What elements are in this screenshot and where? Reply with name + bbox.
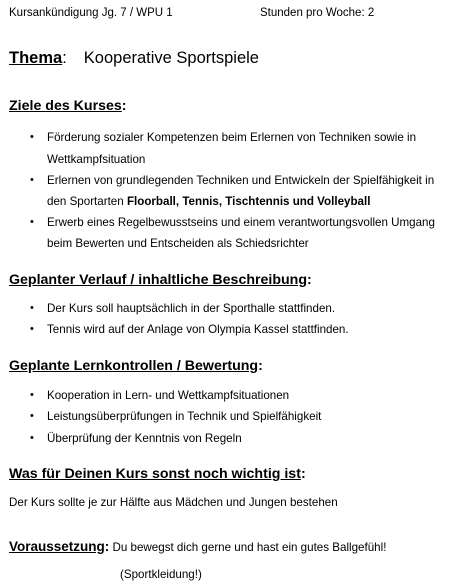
voraussetzung-note: (Sportkleidung!) bbox=[120, 568, 202, 581]
ziele-item-3-line-2: beim Bewerten und Entscheiden als Schiedsrichter bbox=[47, 237, 309, 250]
thema-separator: : bbox=[62, 49, 67, 67]
bullet-icon: • bbox=[30, 302, 34, 314]
voraussetzung-row: Voraussetzung: Du bewegst dich gerne und hast ein gutes Ballgefühl! bbox=[9, 539, 387, 554]
thema-label: Thema bbox=[9, 49, 63, 67]
bullet-icon: • bbox=[30, 131, 34, 143]
bullet-icon: • bbox=[30, 323, 34, 335]
ziele-item-3-line-1: Erwerb eines Regelbewusstseins und einem verantwortungsvollen Umgang bbox=[47, 216, 435, 229]
thema-row bbox=[9, 49, 259, 68]
verlauf-heading: Geplanter Verlauf / inhaltliche Beschreibung: bbox=[9, 272, 312, 288]
verlauf-item-1: Der Kurs soll hauptsächlich in der Sporthalle stattfinden. bbox=[47, 302, 336, 315]
ziele-item-1-line-2: Wettkampfsituation bbox=[47, 153, 146, 166]
lernkontrollen-item-1: Kooperation in Lern- und Wettkampfsituationen bbox=[47, 389, 290, 402]
header-left: Kursankündigung Jg. 7 / WPU 1 bbox=[9, 7, 173, 19]
ziele-item-2-line-1: Erlernen von grundlegenden Techniken und Entwickeln der Spielfähigkeit in bbox=[47, 174, 435, 187]
ziele-sports-list: Floorball, Tennis, Tischtennis und Volleyball bbox=[126, 195, 371, 208]
lernkontrollen-item-2: Leistungsüberprüfungen in Technik und Spielfähigkeit bbox=[47, 410, 322, 423]
bullet-icon: • bbox=[30, 216, 34, 228]
bullet-icon: • bbox=[30, 389, 34, 401]
verlauf-item-2: Tennis wird auf der Anlage von Olympia Kassel stattfinden. bbox=[47, 323, 349, 336]
header-right: Stunden pro Woche: 2 bbox=[260, 7, 375, 19]
ziele-item-2-line-2: den Sportarten Floorball, Tennis, Tischtennis und Volleyball bbox=[47, 195, 371, 208]
voraussetzung-label: Voraussetzung bbox=[9, 539, 105, 554]
bullet-icon: • bbox=[30, 174, 34, 186]
voraussetzung-text: Du bewegst dich gerne und hast ein gutes Ballgefühl! bbox=[109, 541, 387, 554]
lernkontrollen-heading: Geplante Lernkontrollen / Bewertung: bbox=[9, 358, 263, 374]
wichtig-text: Der Kurs sollte je zur Hälfte aus Mädchen und Jungen bestehen bbox=[9, 496, 338, 509]
ziele-item-1-line-1: Förderung sozialer Kompetenzen beim Erlernen von Techniken sowie in bbox=[47, 131, 417, 144]
bullet-icon: • bbox=[30, 432, 34, 444]
wichtig-heading: Was für Deinen Kurs sonst noch wichtig ist: bbox=[9, 466, 306, 482]
lernkontrollen-item-3: Überprüfung der Kenntnis von Regeln bbox=[47, 432, 242, 445]
bullet-icon: • bbox=[30, 410, 34, 422]
thema-value: Kooperative Sportspiele bbox=[83, 49, 259, 67]
ziele-heading: Ziele des Kurses: bbox=[9, 98, 127, 114]
